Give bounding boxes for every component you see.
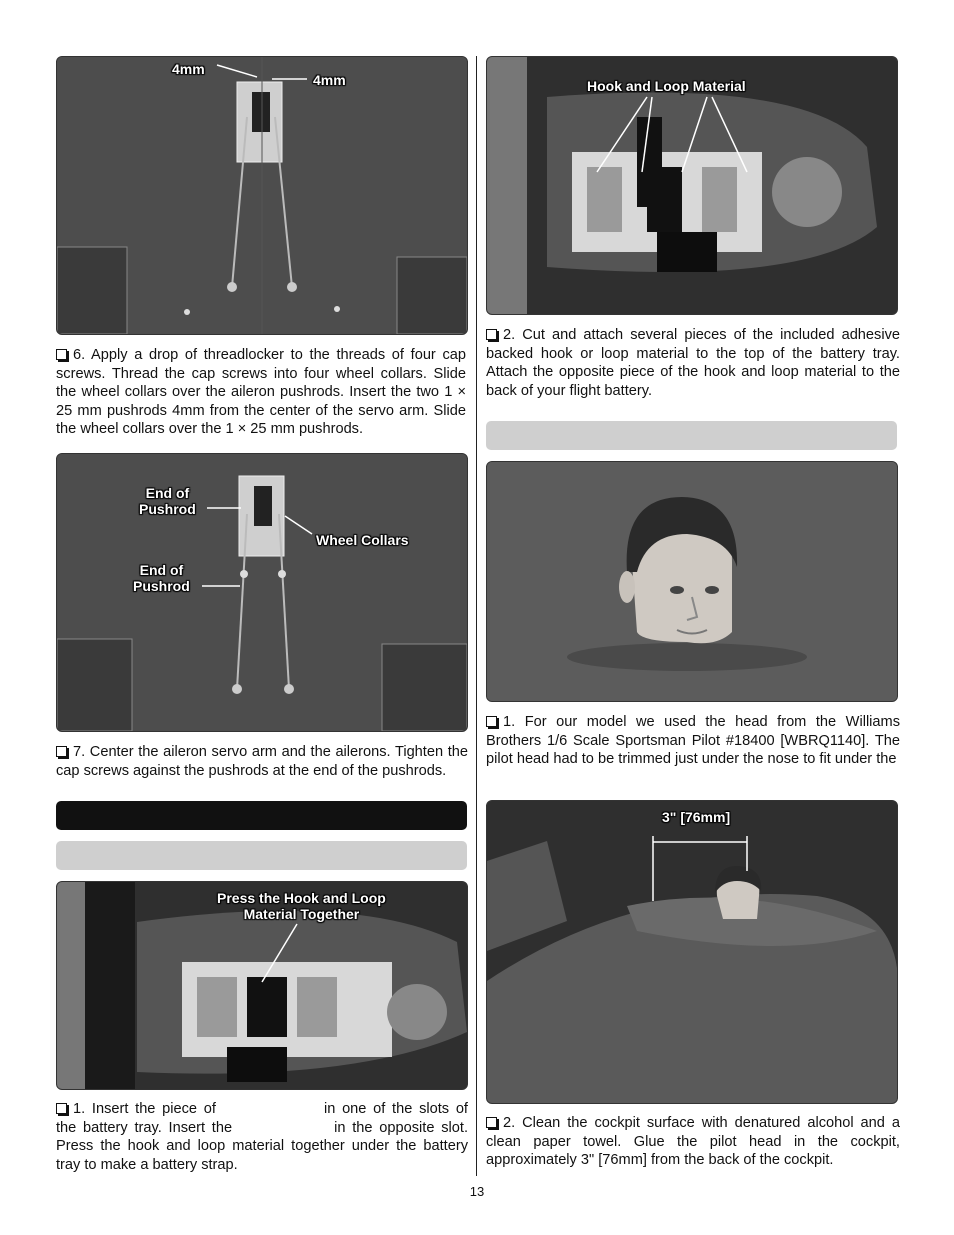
label-3in-76mm: 3" [76mm] bbox=[662, 809, 731, 825]
checkbox-icon[interactable] bbox=[486, 329, 497, 340]
photo-pilot-head bbox=[486, 461, 898, 702]
step-7-text: 7. Center the aileron servo arm and the ailerons. Tighten the cap screws against the pushrods at the end of the pushrods. bbox=[56, 744, 468, 779]
label-4mm-left: 4mm bbox=[172, 61, 205, 77]
checkbox-icon[interactable] bbox=[56, 349, 67, 360]
label-hook-loop-material: Hook and Loop Material bbox=[587, 78, 746, 94]
photo-wheel-collars bbox=[56, 453, 468, 732]
wheel-collar-photo-graphic bbox=[57, 454, 467, 731]
photo-servo-pushrod-spacing bbox=[56, 56, 468, 335]
label-end-of-pushrod-2: End of Pushrod bbox=[133, 562, 190, 594]
pilot-subsection-bar bbox=[486, 421, 897, 450]
battery-step-1-text: 1. Insert the piece of in one of the slots of the battery tray. Insert the in the opposite slot. Press the hook and loop material together under the battery tray to make a battery strap. bbox=[56, 1101, 468, 1173]
checkbox-icon[interactable] bbox=[56, 746, 67, 757]
page-number: 13 bbox=[469, 1184, 485, 1199]
subsection-heading-bar bbox=[56, 841, 467, 870]
checkbox-icon[interactable] bbox=[56, 1103, 67, 1114]
label-press-hook-loop: Press the Hook and Loop Material Together bbox=[217, 890, 386, 922]
checkbox-icon[interactable] bbox=[486, 1117, 497, 1128]
pilot-head-photo-graphic bbox=[487, 462, 897, 701]
photo-cockpit-pilot bbox=[486, 800, 898, 1104]
checkbox-icon[interactable] bbox=[486, 716, 497, 727]
photo-battery-strap bbox=[56, 881, 468, 1090]
photo-hook-loop-material bbox=[486, 56, 898, 315]
battery-step-2-text: 2. Cut and attach several pieces of the included adhesive backed hook or loop material to the top of the battery tray. Attach the opposite piece of the hook and loop material to the back of your flight battery. bbox=[486, 327, 900, 399]
label-end-of-pushrod-1: End of Pushrod bbox=[139, 485, 196, 517]
cockpit-photo-graphic bbox=[487, 801, 897, 1103]
label-wheel-collars: Wheel Collars bbox=[316, 532, 409, 548]
pilot-step-1-text: 1. For our model we used the head from the Williams Brothers 1/6 Scale Sportsman Pilot #18400 [WBRQ1140]. The pilot head had to be trimmed just under the nose to fit under the bbox=[486, 714, 900, 768]
section-heading-bar bbox=[56, 801, 467, 830]
label-4mm-right: 4mm bbox=[313, 72, 346, 88]
hook-loop-photo-graphic bbox=[487, 57, 897, 314]
column-divider bbox=[476, 56, 477, 1176]
step-6-text: 6. Apply a drop of threadlocker to the threads of four cap screws. Thread the cap screws into four wheel collars. Slide the wheel collars over the aileron pushrods. Insert the two 1 × 25 mm pushrods 4mm from the center of the servo arm. Slide the wheel collars over the 1 × 25 mm pushrods. bbox=[56, 347, 466, 438]
pilot-step-2-text: 2. Clean the cockpit surface with denatured alcohol and a clean paper towel. Glue the pilot head in the cockpit, approximately 3" [76mm] from the back of the cockpit. bbox=[486, 1115, 900, 1169]
servo-photo-graphic bbox=[57, 57, 467, 334]
